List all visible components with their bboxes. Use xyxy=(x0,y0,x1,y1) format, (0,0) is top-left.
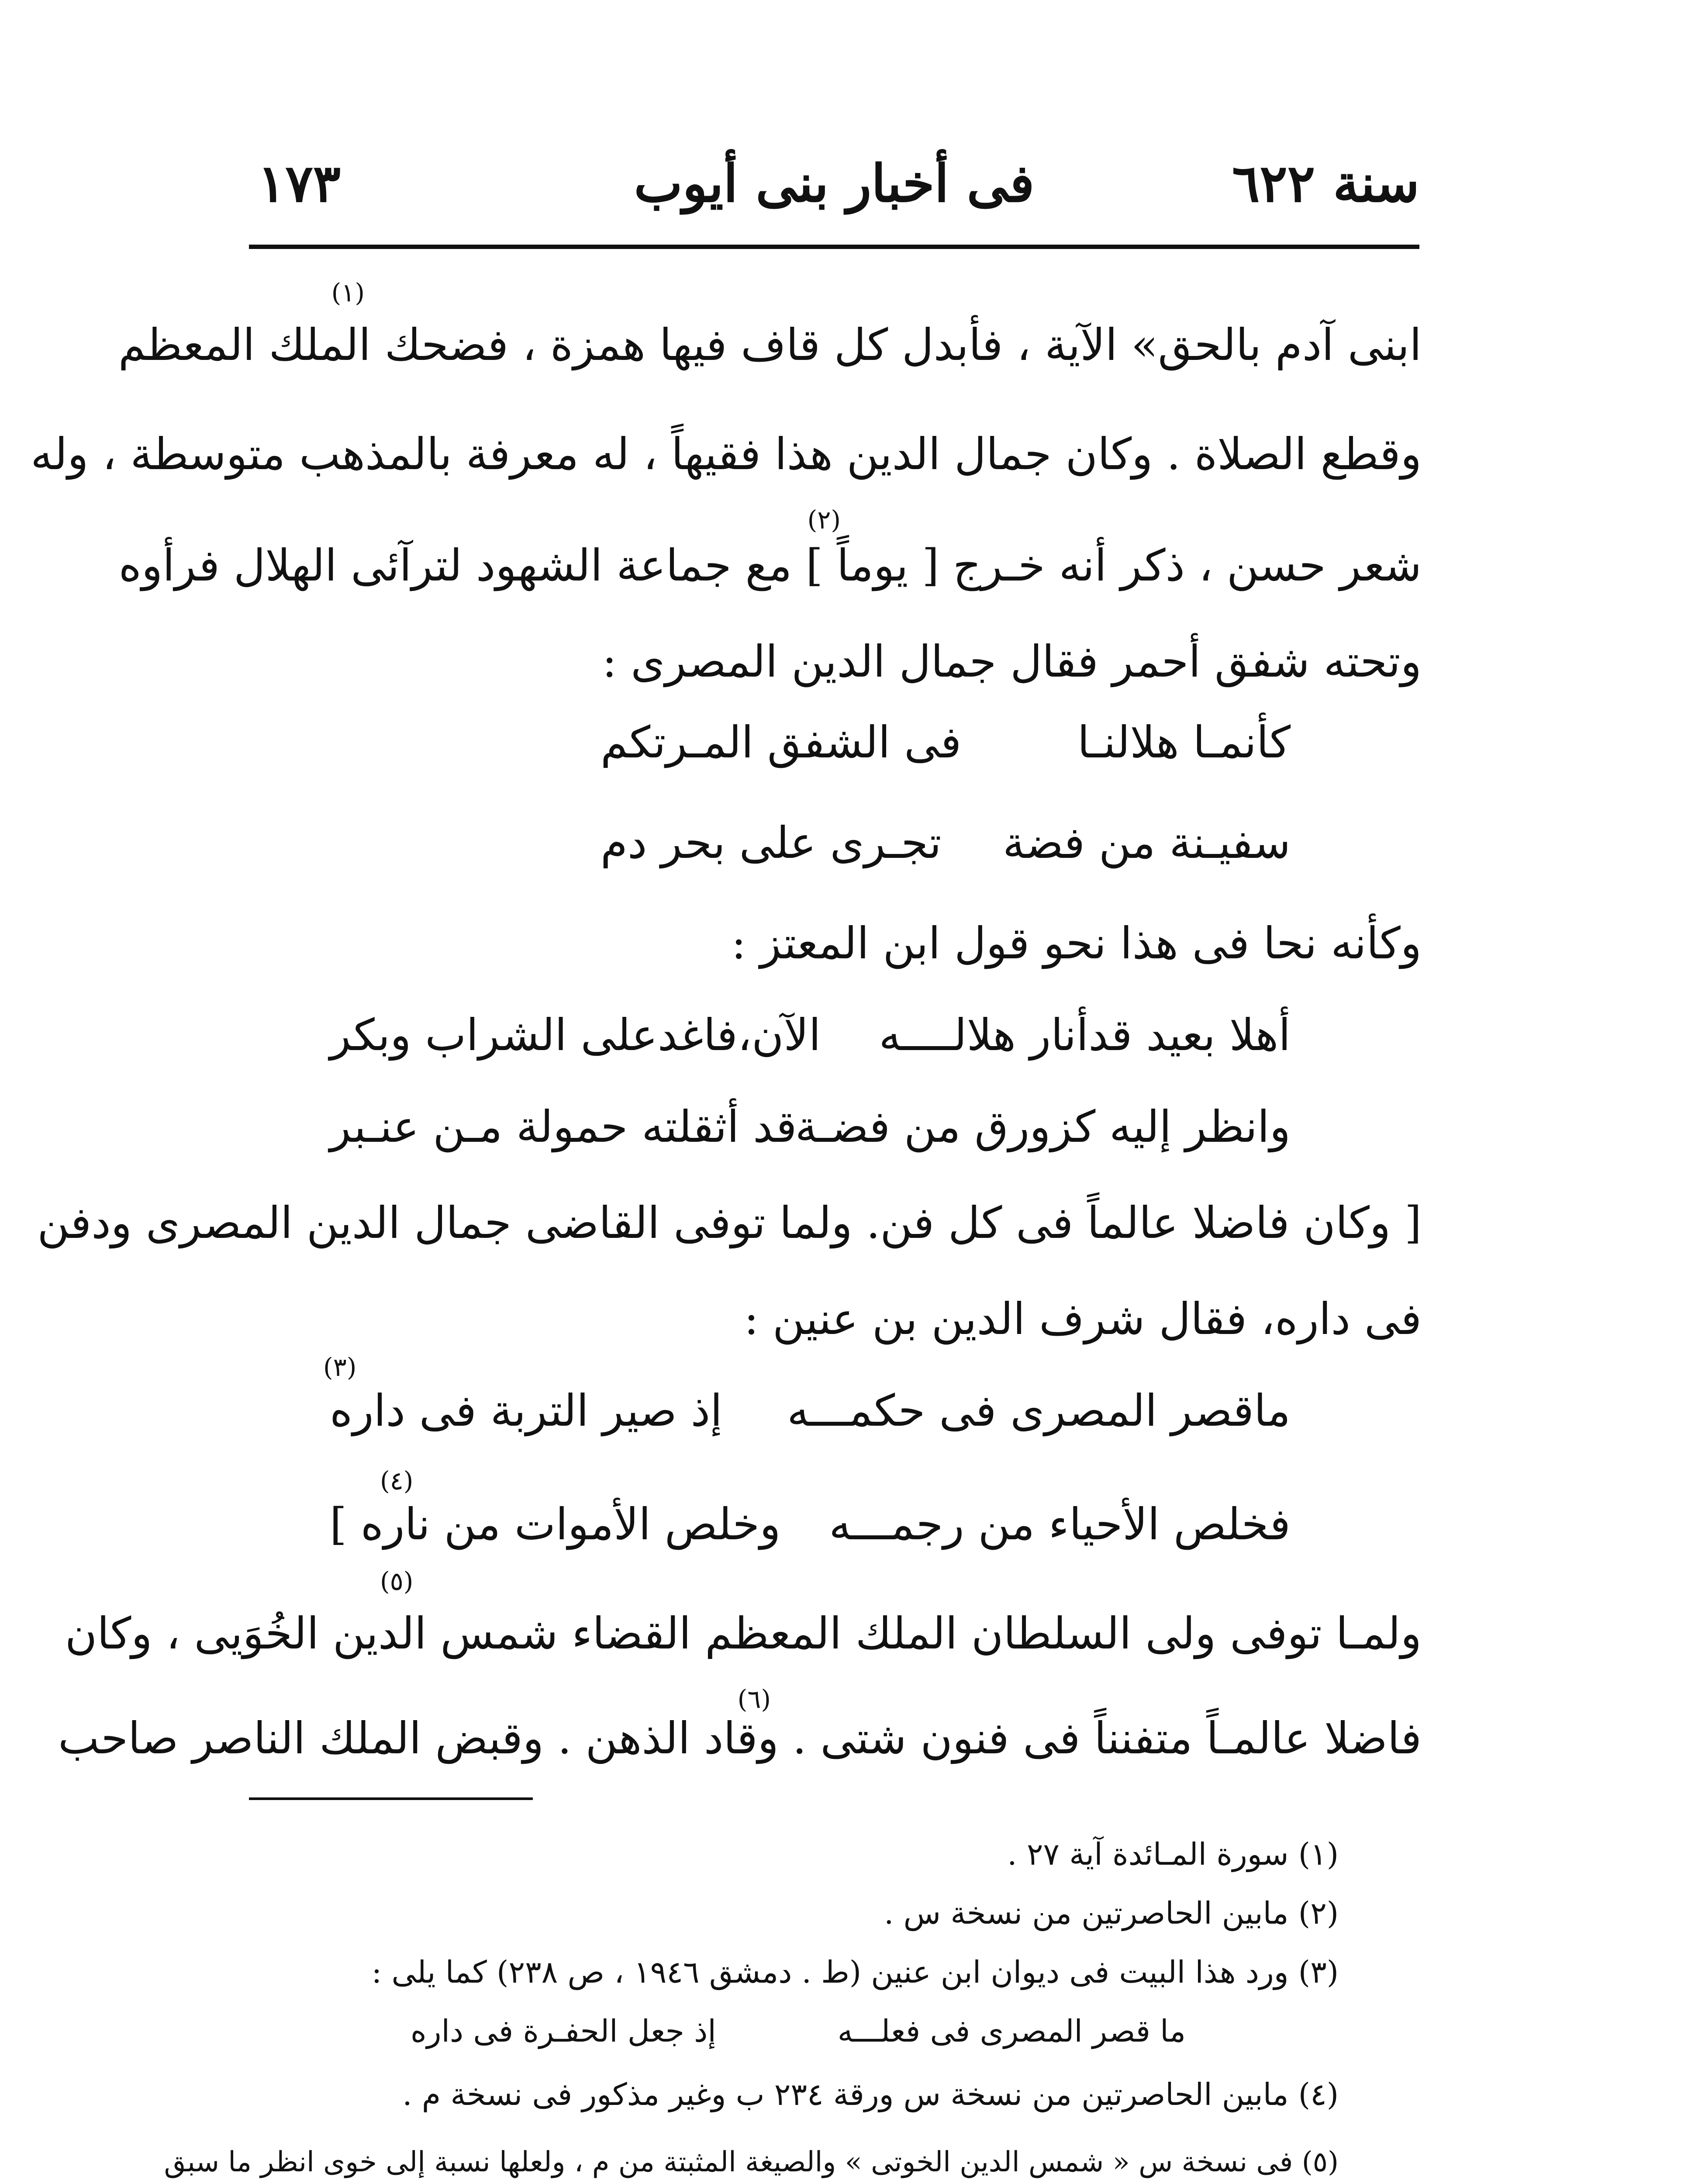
hemistich: سفيـنة من فضة xyxy=(1002,817,1291,868)
footnote-mark-2: (٢) xyxy=(807,505,841,535)
footnote-mark-6: (٦) xyxy=(737,1684,771,1714)
footnote-rule xyxy=(249,1797,533,1800)
body-line-7: فى داره، فقال شرف الدين بن عنين : xyxy=(744,1293,1422,1344)
body-line-3: شعر حسن ، ذكر أنه خـرج [ يوماً ] مع جماعة الشهود لترآئى الهلال فرأوه xyxy=(118,540,1422,591)
hemistich: إذ صير التربة فى داره xyxy=(330,1385,722,1436)
poem1-verse-1 xyxy=(269,716,1422,773)
poem2-verse-2 xyxy=(269,1101,1422,1158)
body-line-1: ابنى آدم بالحق» الآية ، فأبدل كل قاف فيها همزة ، فضحك الملك المعظم xyxy=(118,319,1422,370)
hemistich: أهلا بعيد قدأنار هلالــــه xyxy=(879,1009,1291,1061)
poem3-verse-2 xyxy=(269,1498,1422,1555)
footnote-4: (٤) مابين الحاصرتين من نسخة س ورقة ٢٣٤ ب وغير مذكور فى نسخة م . xyxy=(402,2077,1339,2112)
hemistich: تجـرى على بحر دم xyxy=(601,817,942,868)
hemistich: ماقصر المصرى فى حكمـــه xyxy=(787,1385,1291,1436)
footnote-3: (٣) ورد هذا البيت فى ديوان ابن عنين (ط . دمشق ١٩٤٦ ، ص ٢٣٨) كما يلى : xyxy=(371,1954,1339,1990)
hemistich: وانظر إليه كزورق من فضـة xyxy=(795,1101,1291,1152)
footnote-mark-4: (٤) xyxy=(380,1466,414,1496)
footnote-3-verse-first: ما قصر المصرى فى فعلـــه xyxy=(837,2013,1186,2049)
body-line-6: [ وكان فاضلا عالماً فى كل فن. ولما توفى القاضى جمال الدين المصرى ودفن xyxy=(37,1197,1422,1248)
poem1-verse-2 xyxy=(269,817,1422,874)
body-line-9: فاضلا عالمـاً متفنناً فى فنون شتى . وقاد الذهن . وقبض الملك الناصر صاحب xyxy=(58,1713,1422,1764)
footnote-2: (٢) مابين الحاصرتين من نسخة س . xyxy=(884,1895,1339,1931)
hemistich: وخلص الأموات من ناره ] xyxy=(330,1499,781,1550)
hemistich: كأنمـا هلالنـا xyxy=(1077,717,1291,768)
hemistich: الآن،فاغدعلى الشراب وبكر xyxy=(330,1009,821,1061)
poem2-verse-1 xyxy=(269,1009,1422,1066)
header-rule xyxy=(249,245,1419,249)
body-line-5: وكأنه نحا فى هذا نحو قول ابن المعتز : xyxy=(731,918,1422,969)
hemistich: فخلص الأحياء من رجمـــه xyxy=(829,1499,1291,1550)
header-year: سنة ٦٢٢ xyxy=(1232,153,1419,214)
hemistich: قد أثقلته حمولة مـن عنـبر xyxy=(330,1101,797,1152)
footnote-mark-3: (٣) xyxy=(323,1352,357,1382)
poem3-verse-1 xyxy=(269,1385,1422,1441)
body-line-4: وتحته شفق أحمر فقال جمال الدين المصرى : xyxy=(602,636,1422,687)
page-number: ١٧٣ xyxy=(258,153,341,214)
footnote-3-verse-second: إذ جعل الحفـرة فى داره xyxy=(411,2013,716,2049)
hemistich: فى الشفق المـرتكم xyxy=(601,717,962,768)
header-title: فى أخبار بنى أيوب xyxy=(634,153,1035,214)
body-line-8: ولمـا توفى ولى السلطان الملك المعظم القضاء شمس الدين الخُوَيى ، وكان xyxy=(65,1608,1422,1659)
footnote-5: (٥) فى نسخة س « شمس الدين الخوتى » والصيغة المثبتة من م ، ولعلها نسبة إلى خوى انظر ما سبق xyxy=(164,2146,1339,2178)
footnote-1: (١) سورة المـائدة آية ٢٧ . xyxy=(1007,1836,1339,1872)
footnote-mark-5: (٥) xyxy=(380,1566,414,1596)
running-header xyxy=(249,144,1419,232)
body-line-2: وقطع الصلاة . وكان جمال الدين هذا فقيهاً ، له معرفة بالمذهب متوسطة ، وله xyxy=(31,429,1422,480)
footnote-mark-1: (١) xyxy=(331,278,365,308)
